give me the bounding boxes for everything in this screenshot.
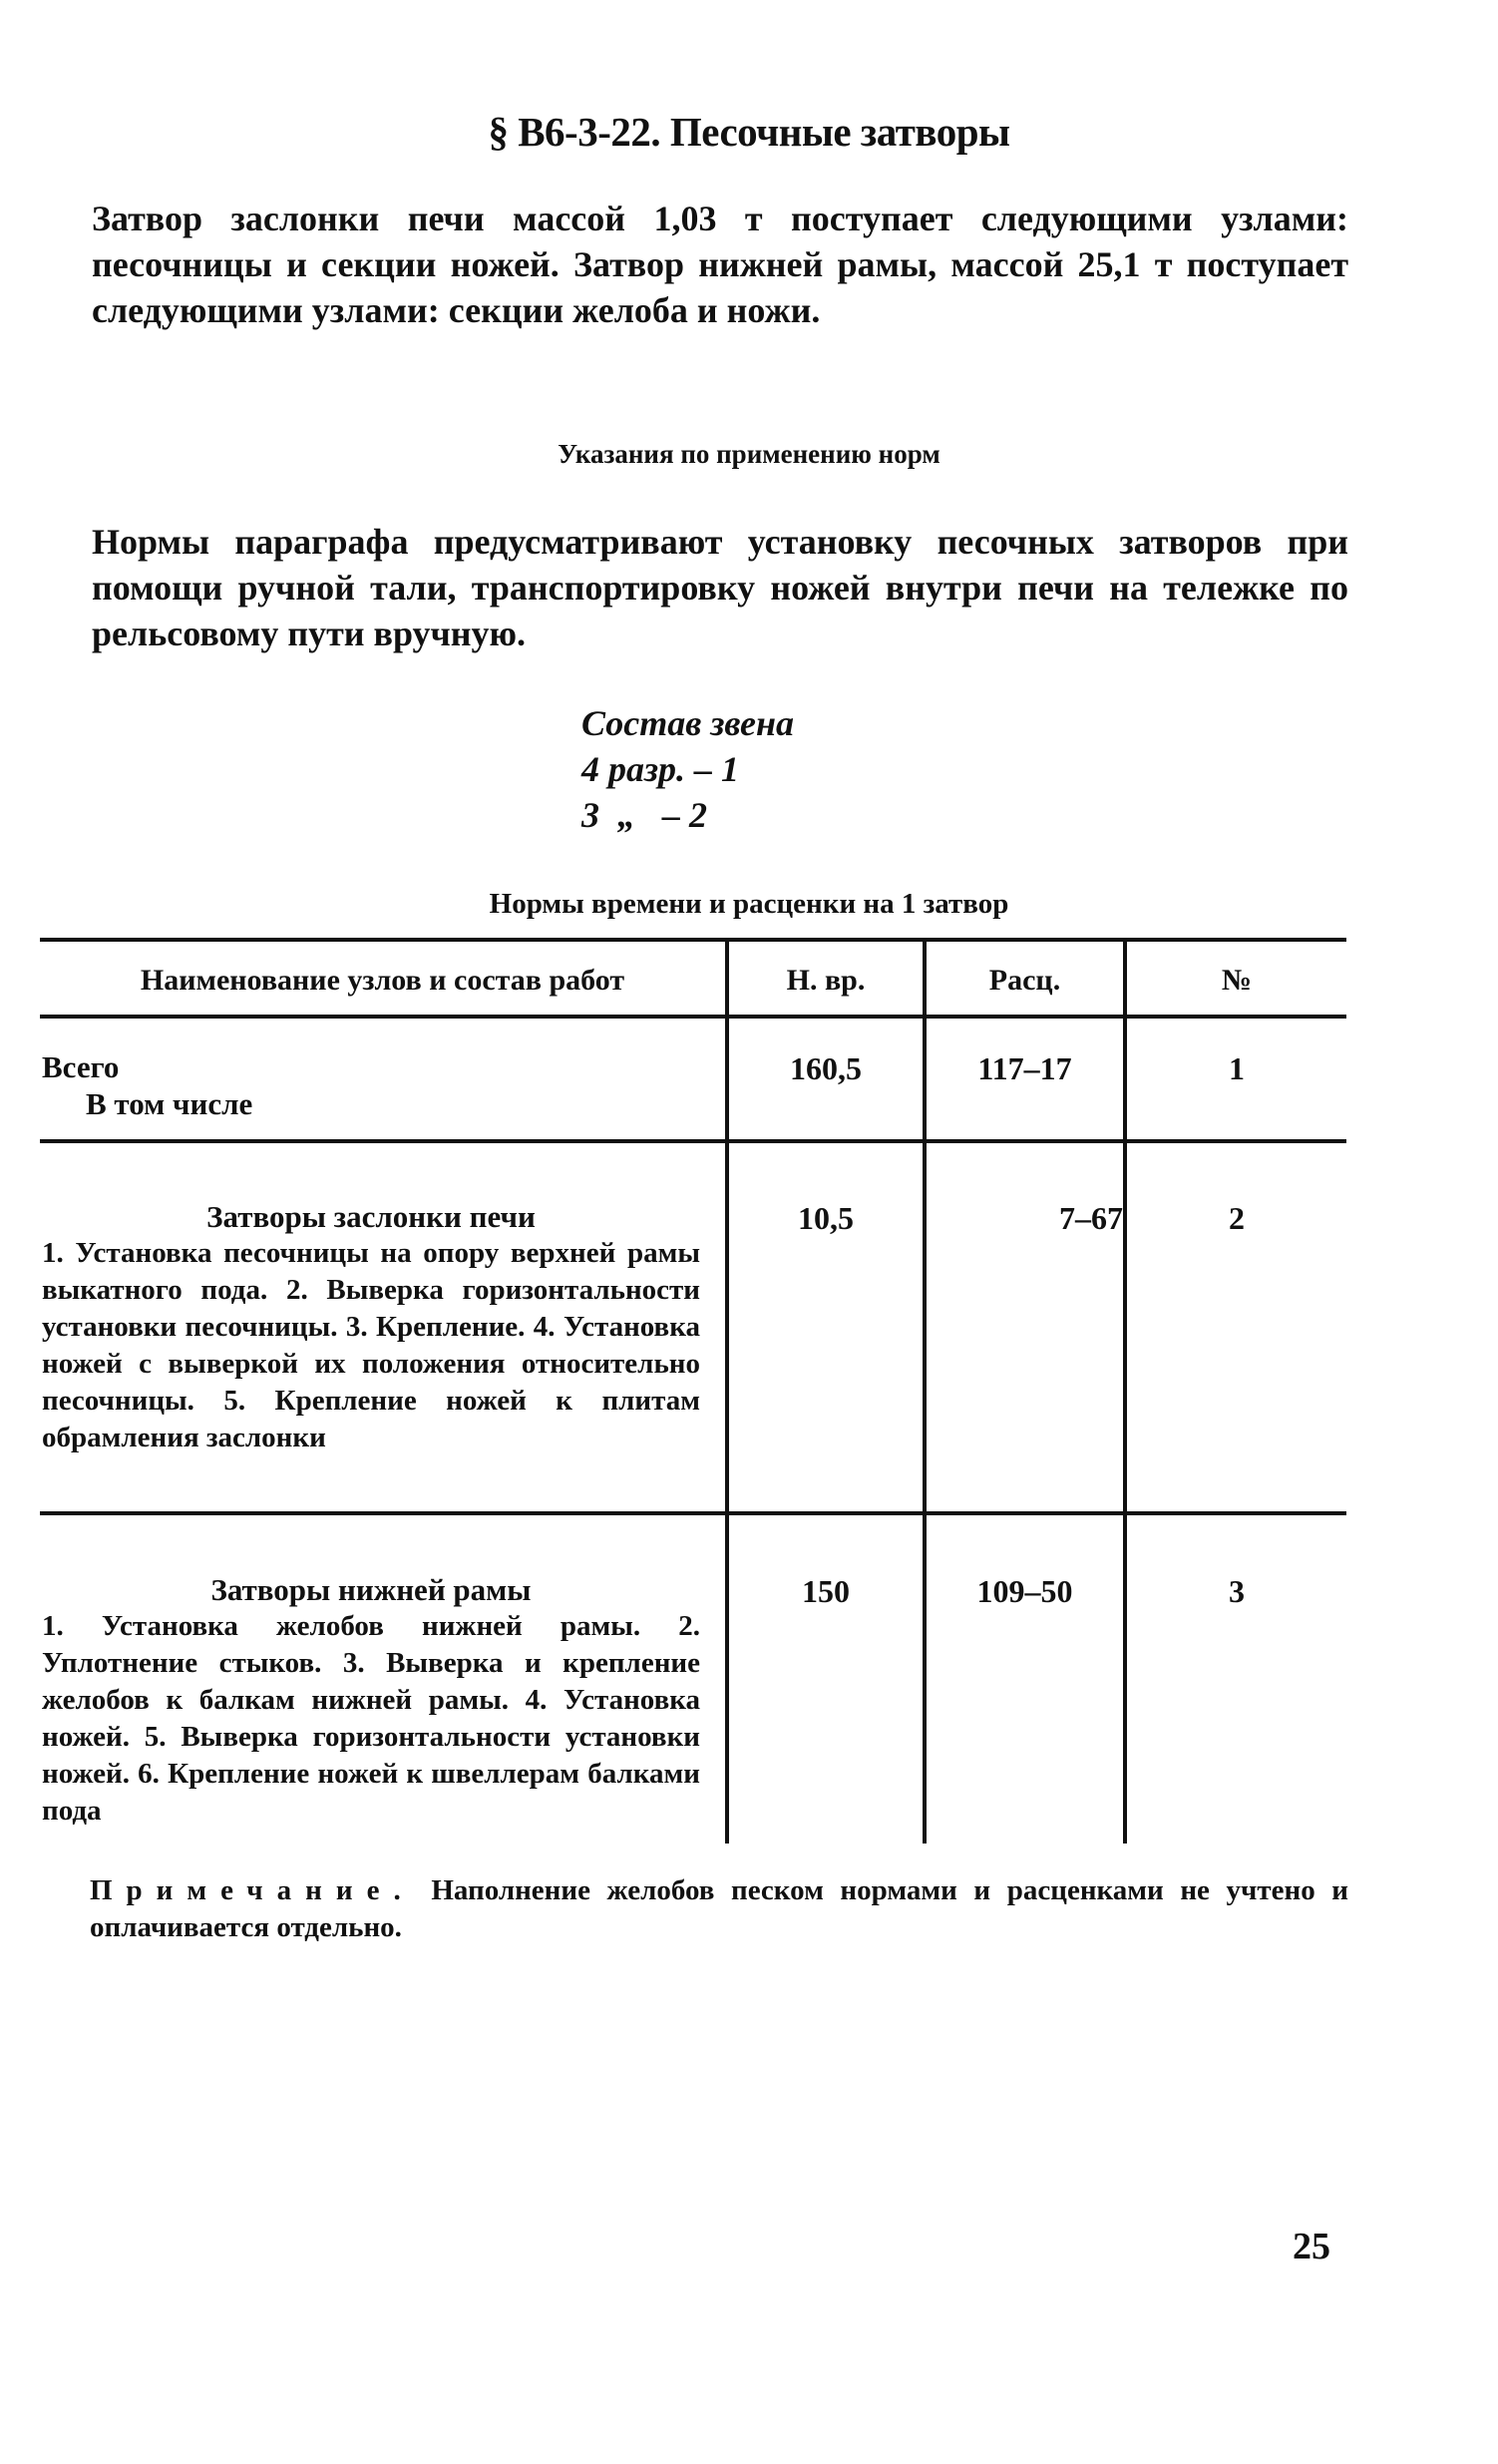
row-title: Всего <box>42 1049 120 1084</box>
row-description: 1. Установка желобов нижней рамы. 2. Уплотнение стыков. 3. Выверка и крепление желобов к балкам нижней рамы. 4. Установка ножей. 5. Выверка горизонтальности установки ножей. 6. Крепление ножей к швеллерам балками пода <box>42 1610 700 1827</box>
table-row-rule <box>40 1139 1346 1143</box>
row-rate: 109–50 <box>976 1573 1073 1609</box>
row-title: Затворы нижней рамы <box>210 1572 532 1607</box>
crew-title: Состав звена <box>581 703 794 743</box>
row-rate: 117–17 <box>977 1050 1072 1086</box>
page-number: 25 <box>1293 2226 1330 2267</box>
row-subtitle: В том числе <box>86 1086 253 1121</box>
table-header-rule <box>40 1015 1346 1019</box>
row-number: 3 <box>1229 1573 1245 1609</box>
header-name: Наименование узлов и состав работ <box>140 964 625 997</box>
row-description: 1. Установка песочницы на опору верхней рамы выкатного пода. 2. Выверка горизонтальности установки песочницы. 3. Крепление. 4. Установка ножей с выверкой их положения относительно песочницы. 5. Крепление ножей к плитам обрамления заслонки <box>42 1237 700 1453</box>
table-caption: Нормы времени и расценки на 1 затвор <box>489 888 1009 920</box>
note <box>90 1872 1348 1946</box>
header-number: № <box>1221 964 1253 997</box>
note-text: Наполнение желобов песком нормами и расценками не учтено и оплачивается отдельно. <box>90 1874 1349 1943</box>
row-number: 1 <box>1229 1050 1245 1086</box>
row-rate <box>927 1200 1123 1237</box>
row-norm: 10,5 <box>798 1200 854 1236</box>
row-number: 2 <box>1229 1200 1245 1236</box>
table-row-rule <box>40 1511 1346 1515</box>
table-row <box>42 1048 252 1122</box>
crew-line-2: 3 „ – 2 <box>581 795 707 835</box>
guidance-heading: Указания по применению норм <box>558 439 940 469</box>
crew-line-1: 4 разр. – 1 <box>581 749 740 789</box>
section-title: § В6-3-22. Песочные затворы <box>488 109 1010 155</box>
table-row <box>42 1571 700 1830</box>
guidance-paragraph: Нормы параграфа предусматривают установку песочных затворов при помощи ручной тали, транспортировку ножей внутри печи на тележке по рельсовому пути вручную. <box>92 522 1348 653</box>
intro-paragraph: Затвор заслонки печи массой 1,03 т поступает следующими узлами: песочницы и секции ножей. Затвор нижней рамы, массой 25,1 т поступает следующими узлами: секции желоба и ножи. <box>92 199 1348 330</box>
table-top-rule <box>40 938 1346 942</box>
row-title: Затворы заслонки печи <box>206 1199 536 1234</box>
crew-composition <box>581 700 794 838</box>
header-norm: Н. вр. <box>786 964 866 997</box>
note-label: Примечание. <box>90 1874 415 1906</box>
row-norm: 150 <box>802 1573 850 1609</box>
row-rate-value: 7–67 <box>1059 1200 1123 1236</box>
table-row <box>42 1198 700 1456</box>
row-norm: 160,5 <box>790 1050 862 1086</box>
header-rate: Расц. <box>988 964 1061 997</box>
